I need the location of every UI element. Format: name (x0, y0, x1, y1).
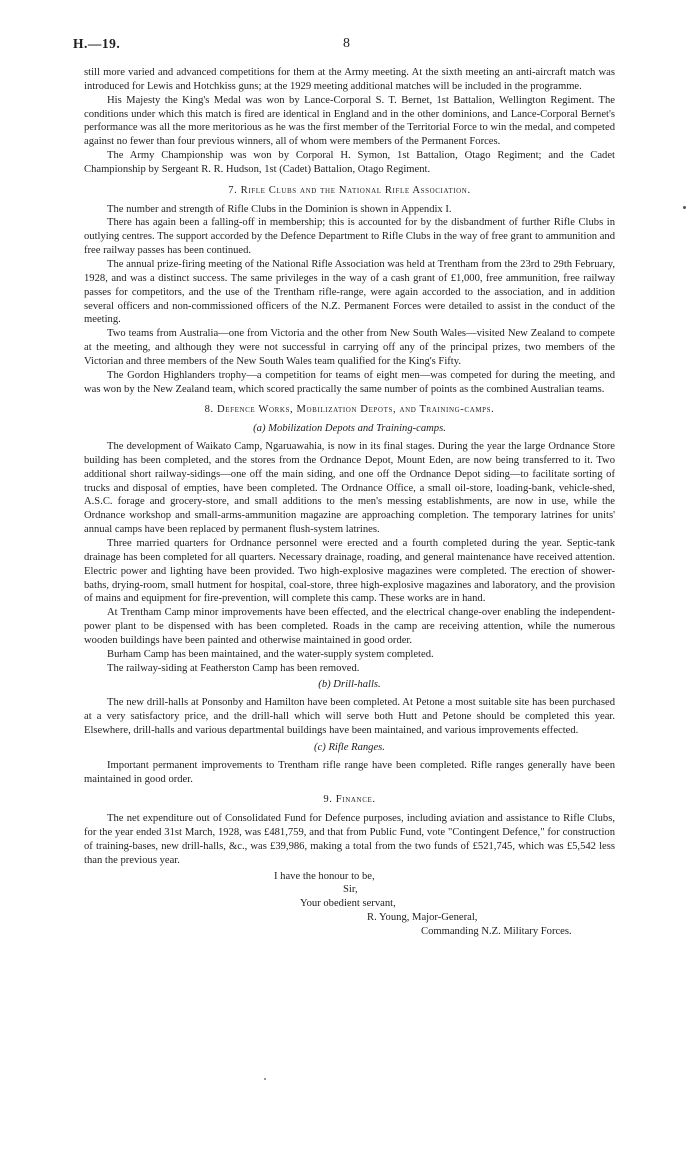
paragraph: The Army Championship was won by Corporal H. Symon, 1st Battalion, Otago Regiment; and the Cadet Championship by Sergeant R. R. Hudson, 1st (Cadet) Battalion, Otago Regiment. (84, 150, 615, 175)
subsection-heading: (a) Mobilization Depots and Training-camps. (253, 423, 446, 435)
page-number: 8 (343, 36, 350, 51)
salutation: Sir, (343, 883, 358, 895)
subsection-heading: (c) Rifle Ranges. (314, 741, 385, 753)
paragraph: still more varied and advanced competitions for them at the Army meeting. At the sixth meeting an anti-aircraft match was introduced for Lewis and Hotchkiss guns; at the 1929 meeting additional matches will be included in the programme. (84, 67, 615, 92)
ink-speck (264, 1078, 266, 1080)
closing-line: Your obedient servant, (300, 897, 396, 909)
paragraph: Important permanent improvements to Trentham rifle range have been completed. Rifle ranges generally have been maintained in good order. (84, 759, 615, 785)
paragraph: At Trentham Camp minor improvements have been effected, and the electrical change-over enabling the independent-power plant to be dispensed with has been completed. Roads in the camp are receiving attention, while the numerous wooden buildings have been painted and otherwise maintained in good order. (84, 607, 615, 646)
document-body (84, 66, 615, 948)
section-heading: 8. Defence Works, Mobilization Depots, and Training-camps. (204, 404, 495, 416)
section-heading: 7. Rifle Clubs and the National Rifle Association. (228, 184, 471, 196)
paragraph: Three married quarters for Ordnance personnel were erected and a fourth completed during the year. Septic-tank drainage has been completed for all quarters. Necessary drainage, roading, and general maintenance have received attention. Electric power and lighting have been provided. Two high-explosive magazines were completed. The erection of shower-baths, drying-room, small hutment for hospital, coal-store, three high-explosive magazines and laboratory, and the provision of mains and equipment for fire-prevention, will complete this camp. These works are in hand. (84, 538, 615, 605)
paragraph: Two teams from Australia—one from Victoria and the other from New South Wales—visited New Zealand to compete at the meeting, and although they were not successful in carrying off any of the principal prizes, two members of the Victorian and three members of the New South Wales team qualified for the King's Fifty. (84, 328, 615, 367)
closing-line: I have the honour to be, (274, 870, 375, 882)
paragraph: The development of Waikato Camp, Ngaruawahia, is now in its final stages. During the year the large Ordnance Store building has been completed, and the stores from the Ordnance Depot, Mount Eden, are now being transferred to it. Two additional short railway-sidings—one off the main siding, and one off the Ordnance Depot siding—to facilitate sorting of trucks and disposal of empties, have been completed. The Ordnance Office, a small oil-store, loading-bank, vehicle-shed, A.S.C. forage and grocery-store, and small additions to the men's messing establishments, are now in use, while the Ordnance workshop and small-arms-ammunition magazine are approaching completion. The temporary latrines for units' annual camps have been replaced by permanent flush-system latrines. (84, 441, 615, 536)
paragraph: Burham Camp has been maintained, and the water-supply system completed. (107, 648, 434, 660)
series-number: H.—19. (73, 36, 121, 51)
section-heading: 9. Finance. (323, 794, 376, 806)
paragraph: There has again been a falling-off in membership; this is accounted for by the disbandment of further Rifle Clubs in outlying centres. The support accorded by the Defence Department to Rifle Clubs in the way of free grant to ammunition and free railway passes has been continued. (84, 217, 615, 257)
paragraph: The Gordon Highlanders trophy—a competition for teams of eight men—was competed for during the meeting, and was won by the New Zealand team, which scored practically the same number of points as the combined Australian teams. (84, 369, 615, 395)
signatory-name: R. Young, Major-General, (367, 911, 478, 923)
margin-mark (683, 206, 686, 209)
signature-block (84, 868, 615, 948)
paragraph: The net expenditure out of Consolidated Fund for Defence purposes, including aviation and assistance to Rifle Clubs, for the year ended 31st March, 1928, was £481,759, and that from Public Fund, vote "Contingent Defence," for construction of training-bases, new drill-halls, &c., was £39,986, making a total from the two funds of £521,745, which was £5,542 less than the previous year. (84, 813, 615, 866)
paragraph: The number and strength of Rifle Clubs in the Dominion is shown in Appendix I. (107, 203, 452, 215)
subsection-heading: (b) Drill-halls. (318, 679, 381, 691)
paragraph: His Majesty the King's Medal was won by Lance-Corporal S. T. Bernet, 1st Battalion, Wellington Regiment. The conditions under which this match is fired are identical in England and in the other dominions, and Lance-Corporal Bernet's performance was all the more meritorious as he was the first member of the Territorial Force to win the medal, and competed against no fewer than four previous winners, all of whom were members of the Permanent Forces. (84, 94, 615, 148)
paragraph: The railway-siding at Featherston Camp has been removed. (107, 662, 360, 674)
signatory-title: Commanding N.Z. Military Forces. (421, 925, 572, 937)
paragraph: The annual prize-firing meeting of the National Rifle Association was held at Trentham from the 23rd to 29th February, 1928, and was a distinct success. The same privileges in the way of a cash grant of £1,000, free ammunition, free railway passes for competitors, and the use of the Trentham rifle-range, were again accorded to the association, and in addition several officers and non-commissioned officers of the N.Z. Permanent Forces were detailed to assist in the conduct of the meeting. (84, 258, 615, 326)
paragraph: The new drill-halls at Ponsonby and Hamilton have been completed. At Petone a most suitable site has been purchased at a very satisfactory price, and the drill-hall which will serve both Hutt and Petone should be completed this year. Elsewhere, drill-halls and various departmental buildings have been maintained, and various improvements effected. (84, 697, 615, 736)
